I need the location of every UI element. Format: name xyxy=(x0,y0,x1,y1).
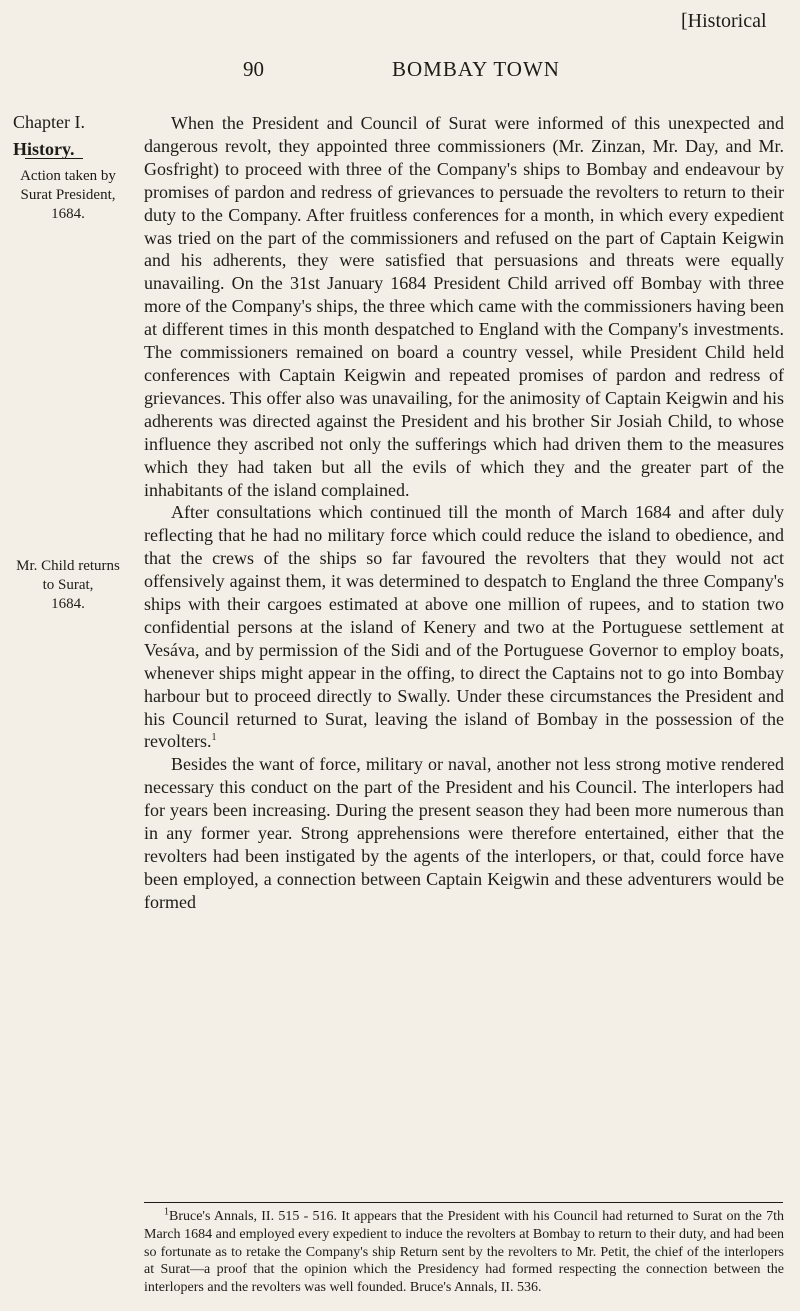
footnote-text: Bruce's Annals, II. 515 - 516. It appears that the President with his Council had returned to Surat on the 7th March 1684 and employed every expedient to induce the revolters at Bombay to return to their duty, and had been so fortunate as to retake the Company's ship Return sent by the revolters to Mr. Petit, the chief of the interlopers at Surat—a proof that the opinion which the Presidency had formed respecting the connection between the interlopers and the revolters was well founded. Bruce's Annals, II. 536. xyxy=(144,1209,784,1296)
footnote-reference: 1 xyxy=(211,732,217,744)
margin-note-line: 1684. xyxy=(51,206,85,222)
margin-note-line: 1684. xyxy=(51,596,85,612)
section-label: [Historical xyxy=(681,10,767,32)
running-title: BOMBAY TOWN xyxy=(392,57,560,81)
footnote-mark: 1 xyxy=(164,1206,169,1218)
footnote xyxy=(144,1208,784,1297)
paragraph-commissioners: When the President and Council of Surat were informed of this unexpected and dangerous revolt, they appointed three commissioners (Mr. Zinzan, Mr. Day, and Mr. Gosfright) to proceed with three of the Company's ships to Bombay and endeavour by promises of pardon and redress of grievances to persuade the revolters to return to their duty to the Company. After fruitless conferences for a month, in which every expedient was tried on the part of the commissioners and refused on the part of Captain Keigwin and his adherents, they were satisfied that persuasions and threats were equally unavailing. On the 31st January 1684 President Child arrived off Bombay with three more of the Company's ships, the three which came with the commissioners having been at different times in this month despatched to England with the Company's investments. The commissioners remained on board a country vessel, while President Child held conferences with Captain Keigwin and repeated promises of pardon and redress of grievances. This offer also was unavailing, for the animosity of Captain Keigwin and his adherents was directed against the President and his brother Sir Josiah Child, to whose influence they ascribed not only the sufferings which had driven them to the measures which they had taken but all the evils of which they and the greater part of the inhabitants of the island complained. xyxy=(144,113,784,500)
margin-note-line: Surat President, xyxy=(20,187,116,203)
body-text xyxy=(144,112,784,914)
sidebar-chapter-block xyxy=(13,112,123,224)
margin-note-line: to Surat, xyxy=(42,577,94,593)
margin-note-line: Action taken by xyxy=(20,168,116,184)
margin-note-surat-action xyxy=(13,167,123,224)
footnote-divider xyxy=(144,1202,783,1203)
history-label: History. xyxy=(13,139,75,159)
margin-note-line: Mr. Child returns xyxy=(16,558,120,574)
chapter-label: Chapter I. xyxy=(13,112,85,132)
paragraph-child-returns xyxy=(144,501,784,753)
paragraph-interlopers: Besides the want of force, military or naval, another not less strong motive rendered necessary this conduct on the part of the President and his Council. The interlopers had for years been increasing. During the present season they had been more numerous than in any former year. Strong apprehensions were therefore entertained, either that the revolters had been instigated by the agents of the interlopers, or that, could force have been employed, a connection between Captain Keigwin and these adventurers would be formed xyxy=(144,754,784,912)
page-number: 90 xyxy=(243,57,264,81)
margin-note-child-returns xyxy=(13,557,123,614)
paragraph-text: After consultations which continued till the month of March 1684 and after duly reflecting that he had no military force which could reduce the island to obedience, and that the crews of the ships so far favoured the revolters that they would not act offensively against them, it was determined to despatch to England the three Company's ships with their cargoes estimated at above one million of rupees, and to station two confidential persons at the island of Kenery and two at the Portuguese settlement at Vesáva, and by permission of the Sidi and of the Portuguese Governor to employ boats, whenever ships might appear in the offing, to direct the Captains not to go into Bombay harbour but to proceed directly to Swally. Under these circumstances the President and his Council returned to Surat, leaving the island of Bombay in the possession of the revolters. xyxy=(144,502,784,752)
